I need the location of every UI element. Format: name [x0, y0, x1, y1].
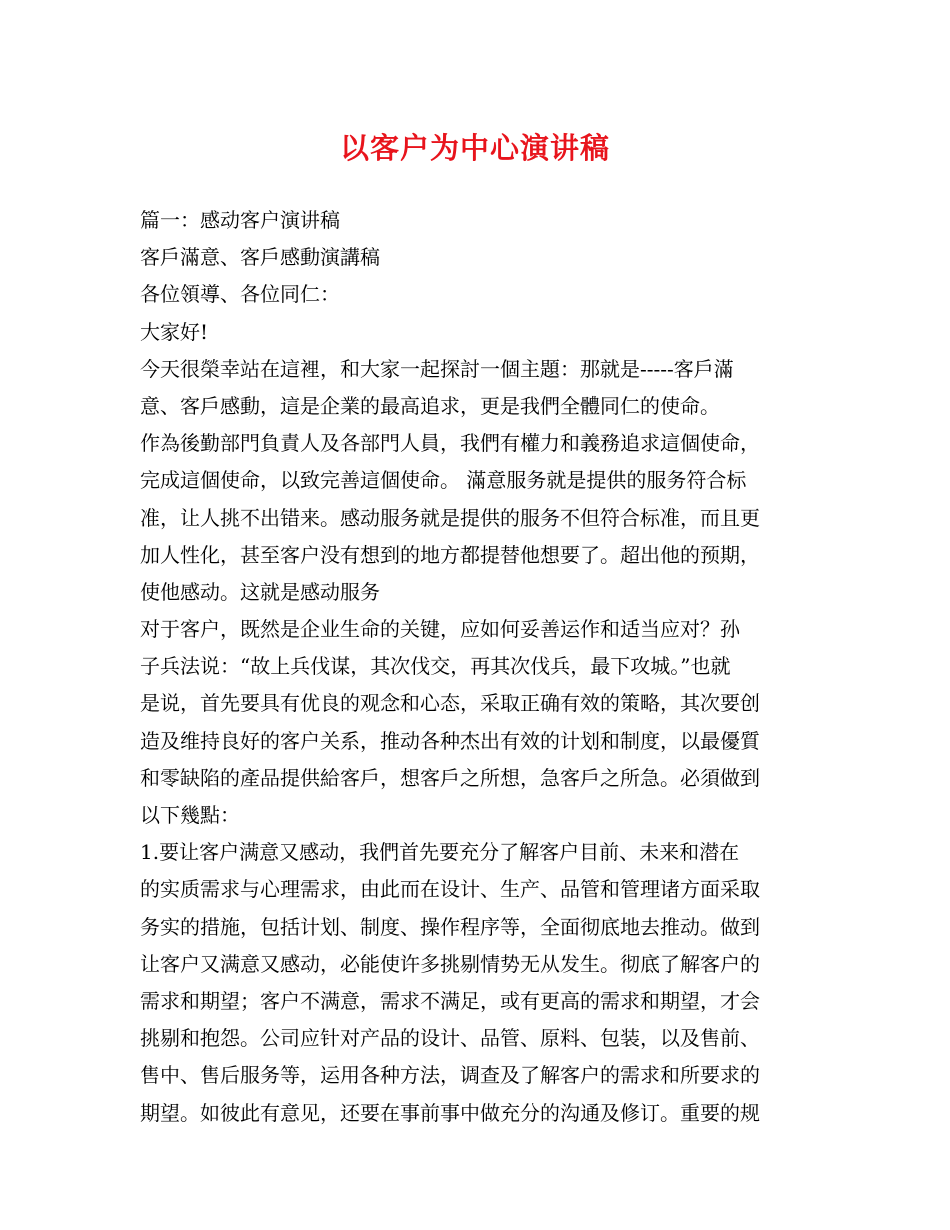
text-line: 完成這個使命，以致完善這個使命。 滿意服务就是提供的服务符合标 [140, 468, 747, 493]
text-line: 对于客户，既然是企业生命的关键，应如何妥善运作和适当应对？孙 [140, 617, 740, 642]
text-line: 准，让人挑不出错来。感动服务就是提供的服务不但符合标准，而且更 [140, 505, 760, 530]
text-line: 子兵法说：“故上兵伐谋，其次伐交，再其次伐兵，最下攻城。”也就 [140, 654, 731, 679]
text-line: 挑剔和抱怨。公司应针对产品的设计、品管、原料、包装，以及售前、 [140, 1026, 760, 1051]
text-line: 期望。如彼此有意见，还要在事前事中做充分的沟通及修订。重要的规 [140, 1100, 760, 1125]
document-body [140, 202, 830, 1132]
text-line: 务实的措施，包括计划、制度、操作程序等，全面彻底地去推动。做到 [140, 914, 760, 939]
text-line: 让客户又满意又感动，必能使许多挑剔情势无从发生。彻底了解客户的 [140, 951, 760, 976]
document-title: 以客户为中心演讲稿 [339, 131, 610, 165]
text-line: 1.要让客户满意又感动，我們首先要充分了解客户目前、未来和潜在 [140, 840, 740, 865]
text-line: 大家好! [140, 319, 209, 344]
text-line: 售中、售后服务等，运用各种方法，调查及了解客户的需求和所要求的 [140, 1063, 760, 1088]
text-line: 和零缺陷的產品提供給客戶，想客戶之所想，急客戶之所急。必須做到 [140, 765, 760, 790]
text-line: 使他感动。这就是感动服务 [140, 579, 380, 604]
text-line: 以下幾點： [140, 803, 240, 827]
text-line: 造及维持良好的客户关系，推动各种杰出有效的计划和制度，以最優質 [140, 728, 760, 753]
text-line: 篇一：感动客户演讲稿 [140, 208, 340, 232]
text-line: 需求和期望；客户不满意，需求不满足，或有更高的需求和期望，才会 [140, 988, 760, 1013]
text-line: 是说，首先要具有优良的观念和心态，采取正确有效的策略，其次要创 [140, 691, 760, 716]
text-line: 加人性化，甚至客户没有想到的地方都提替他想要了。超出他的预期， [140, 542, 760, 567]
text-line: 意、客戶感動，這是企業的最高追求，更是我們全體同仁的使命。 [140, 393, 720, 418]
text-line: 的实质需求与心理需求，由此而在设计、生产、品管和管理诸方面采取 [140, 877, 760, 902]
text-line: 今天很榮幸站在這裡，和大家一起探討一個主題：那就是-----客戶滿 [140, 356, 734, 381]
text-line: 客戶滿意、客戶感動演講稿 [140, 245, 380, 270]
text-line: 各位領導、各位同仁： [140, 282, 340, 307]
text-line: 作為後勤部門負責人及各部門人員，我們有權力和義務追求這個使命， [140, 431, 760, 456]
